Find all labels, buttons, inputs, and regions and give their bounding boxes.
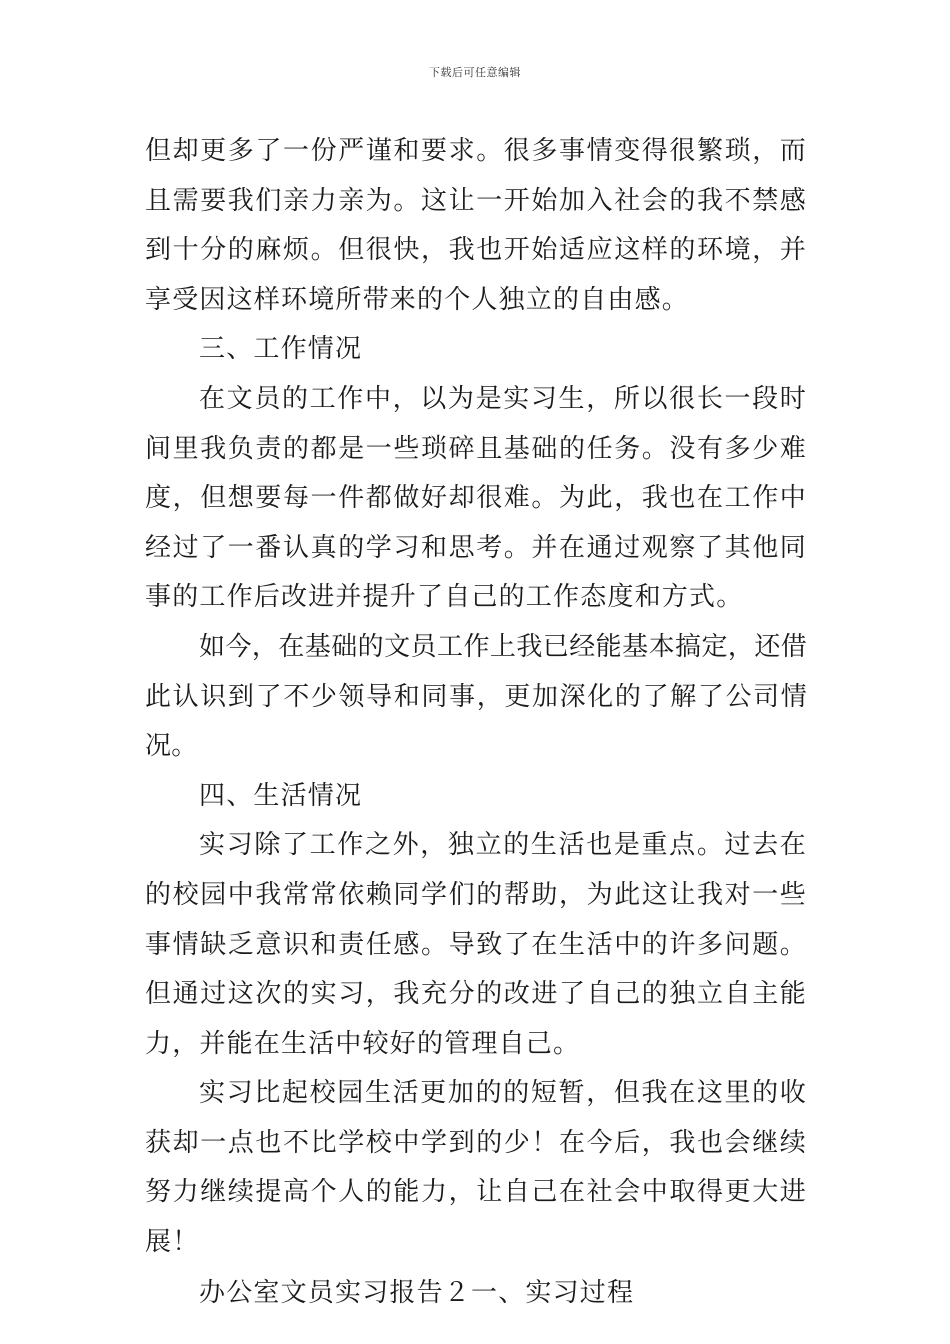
- section-heading-life: 四、生活情况: [199, 780, 363, 811]
- report-2-heading: 办公室文员实习报告２一、实习过程: [199, 1277, 635, 1308]
- page-header: 下载后可任意编辑: [429, 66, 521, 79]
- document-body: [145, 127, 807, 1318]
- section-heading-work: 三、工作情况: [199, 334, 363, 365]
- paragraph-life-details: 实习除了工作之外，独立的生活也是重点。过去在的校园中我常常依赖同学们的帮助，为此这让我对一些事情缺乏意识和责任感。导致了在生活中的许多问题。但通过这次的实习，我充分的改进了自己的独立自主能力，并能在生活中较好的管理自己。: [145, 830, 807, 1059]
- paragraph-work-details: 在文员的工作中，以为是实习生，所以很长一段时间里我负责的都是一些琐碎且基础的任务。没有多少难度，但想要每一件都做好却很难。为此，我也在工作中经过了一番认真的学习和思考。并在通过观察了其他同事的工作后改进并提升了自己的工作态度和方式。: [145, 383, 807, 613]
- paragraph-continuation: 但却更多了一份严谨和要求。很多事情变得很繁琐，而且需要我们亲力亲为。这让一开始加入社会的我不禁感到十分的麻烦。但很快，我也开始适应这样的环境，并享受因这样环境所带来的个人独立的自由感。: [145, 136, 807, 315]
- paragraph-conclusion: 实习比起校园生活更加的的短暂，但我在这里的收获却一点也不比学校中学到的少！在今后，我也会继续努力继续提高个人的能力，让自己在社会中取得更大进展！: [145, 1078, 807, 1258]
- paragraph-work-now: 如今，在基础的文员工作上我已经能基本搞定，还借此认识到了不少领导和同事，更加深化的了解了公司情况。: [145, 631, 807, 762]
